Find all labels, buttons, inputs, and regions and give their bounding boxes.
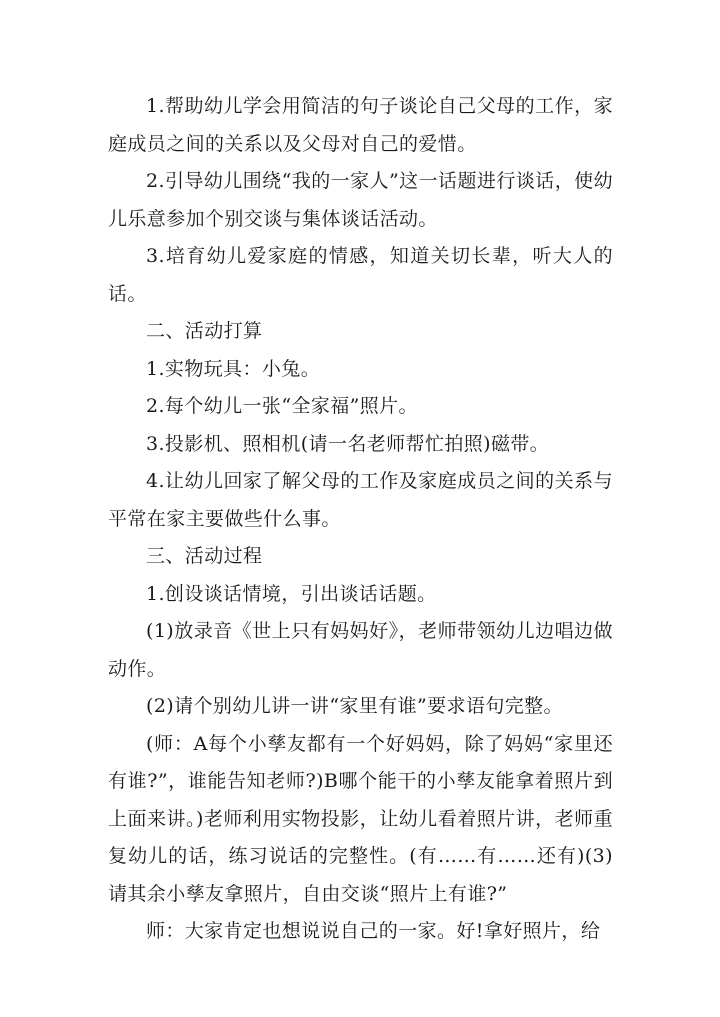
section-process-heading: 三、活动过程 [146, 545, 263, 567]
prep-1-paragraph: 1.实物玩具：小兔。 [146, 357, 321, 380]
document-body [108, 88, 613, 951]
teacher-dialogue-paragraph: (师：A每个小孳友都有一个好妈妈，除了妈妈“家里还有谁?”，谁能告知老师?)B哪个能干的小孳友能拿着照片到上面来讲。)老师利用实物投影，让幼儿看着照片讲，老师重复幼儿的话，练习说话的完整性。(有……有……还有)(3)请其余小孳友拿照片，自由交谈“照片上有谁?” [108, 732, 613, 905]
process-1-paragraph: 1.创设谈话情境，引出谈话话题。 [146, 582, 437, 605]
process-1-1-paragraph: (1)放录音《世上只有妈妈好》，老师带领幼儿边唱边做动作。 [108, 620, 613, 680]
prep-4-paragraph: 4.让幼儿回家了解父母的工作及家庭成员之间的关系与平常在家主要做些什么事。 [108, 470, 613, 530]
goal-2-paragraph: 2.引导幼儿围绕“我的一家人”这一话题进行谈话，使幼儿乐意参加个别交谈与集体谈话活动。 [108, 170, 613, 230]
process-1-2-paragraph: (2)请个别幼儿讲一讲“家里有谁”要求语句完整。 [146, 695, 563, 717]
prep-3-paragraph: 3.投影机、照相机(请一名老师帮忙拍照)磁带。 [146, 432, 550, 455]
prep-2-paragraph: 2.每个幼儿一张“全家福”照片。 [146, 395, 418, 417]
goal-3-paragraph: 3.培育幼儿爱家庭的情感，知道关切长辈，听大人的话。 [108, 245, 613, 305]
goal-1-paragraph: 1.帮助幼儿学会用简洁的句子谈论自己父母的工作，家庭成员之间的关系以及父母对自己的爱惜。 [108, 95, 613, 155]
section-preparation-heading: 二、活动打算 [146, 320, 263, 342]
teacher-closing-paragraph: 师：大家肯定也想说说自己的一家。好!拿好照片，给 [146, 920, 601, 942]
